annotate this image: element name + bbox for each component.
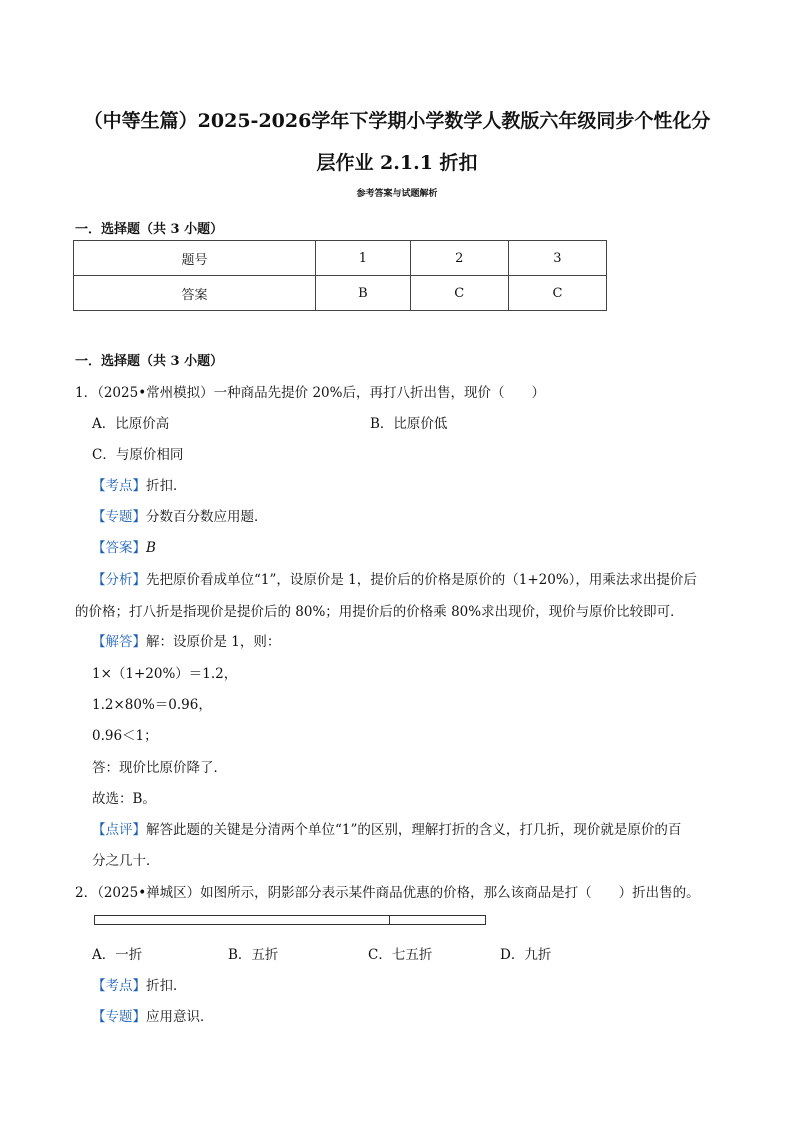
q2-zhuanti bbox=[92, 1005, 214, 1025]
table-cell: 3 bbox=[508, 241, 606, 276]
zhuanti-tag: 【专题】 bbox=[92, 1009, 146, 1025]
kaodian-text: 折扣． bbox=[146, 978, 187, 994]
table-cell: 答案 bbox=[74, 276, 316, 311]
q1-fenxi-line-1 bbox=[92, 568, 697, 588]
q1-stem: 1．（2025•常州模拟）一种商品先提价 20%后，再打八折出售，现价（ ） bbox=[75, 385, 545, 401]
table-cell: C bbox=[410, 276, 508, 311]
fenxi-tag: 【分析】 bbox=[92, 572, 146, 588]
table-row bbox=[74, 241, 607, 276]
q1-kaodian bbox=[92, 474, 187, 494]
section-heading-solutions: 一．选择题（共 3 小题） bbox=[75, 354, 224, 369]
q1-choose: 故选：B。 bbox=[92, 791, 156, 807]
table-row bbox=[74, 276, 607, 311]
table-cell: B bbox=[316, 276, 411, 311]
discount-bar-figure bbox=[94, 915, 486, 925]
zhuanti-tag: 【专题】 bbox=[92, 509, 146, 525]
q1-dianping-line-1 bbox=[92, 818, 681, 838]
table-cell: C bbox=[508, 276, 606, 311]
q1-calc-1: 1×（1+20%）＝1.2， bbox=[92, 666, 238, 682]
bar-divider bbox=[389, 916, 390, 924]
document-subtitle: 参考答案与试题解析 bbox=[356, 189, 438, 199]
q1-jieda bbox=[92, 630, 280, 650]
daan-text: B bbox=[146, 540, 156, 556]
fenxi-text: 先把原价看成单位“1”，设原价是 1，提价后的价格是原价的（1+20%），用乘法求出提价后 bbox=[146, 572, 697, 588]
title-line-2: 层作业 2.1.1 折扣 bbox=[316, 152, 478, 174]
answer-table bbox=[73, 240, 607, 311]
kaodian-tag: 【考点】 bbox=[92, 978, 146, 994]
document-title bbox=[60, 100, 734, 184]
q1-option-a: A．比原价高 bbox=[92, 416, 170, 432]
q1-answer: 答：现价比原价降了． bbox=[92, 760, 227, 776]
jieda-tag: 【解答】 bbox=[92, 634, 146, 650]
q2-stem: 2．（2025•禅城区）如图所示，阴影部分表示某件商品优惠的价格，那么该商品是打（ ）折出售的。 bbox=[75, 885, 700, 901]
jieda-text: 解：设原价是 1，则： bbox=[146, 634, 281, 650]
daan-tag: 【答案】 bbox=[92, 540, 146, 556]
q1-option-c: C．与原价相同 bbox=[92, 447, 184, 463]
q1-zhuanti bbox=[92, 505, 268, 525]
q2-option-b: B．五折 bbox=[228, 947, 279, 963]
dianping-text: 解答此题的关键是分清两个单位“1”的区别，理解打折的含义，打几折，现价就是原价的百 bbox=[146, 822, 682, 838]
q2-option-a: A．一折 bbox=[92, 947, 143, 963]
dianping-tag: 【点评】 bbox=[92, 822, 146, 838]
kaodian-text: 折扣． bbox=[146, 478, 187, 494]
q1-dianping-line-2: 分之几十． bbox=[92, 853, 160, 869]
zhuanti-text: 应用意识． bbox=[146, 1009, 214, 1025]
q1-calc-3: 0.96＜1； bbox=[92, 728, 158, 744]
kaodian-tag: 【考点】 bbox=[92, 478, 146, 494]
q1-daan bbox=[92, 536, 156, 556]
zhuanti-text: 分数百分数应用题． bbox=[146, 509, 268, 525]
q1-fenxi-line-2: 的价格；打八折是指现价是提价后的 80%；用提价后的价格乘 80%求出现价，现价与原价比较即可． bbox=[75, 604, 684, 620]
q2-kaodian bbox=[92, 974, 187, 994]
section-heading-answers: 一．选择题（共 3 小题） bbox=[75, 222, 224, 237]
table-cell: 题号 bbox=[74, 241, 316, 276]
table-cell: 2 bbox=[410, 241, 508, 276]
q2-option-d: D．九折 bbox=[500, 947, 552, 963]
q1-option-b: B．比原价低 bbox=[370, 416, 448, 432]
title-line-1: （中等生篇）2025-2026学年下学期小学数学人教版六年级同步个性化分 bbox=[83, 110, 711, 132]
table-cell: 1 bbox=[316, 241, 411, 276]
q2-option-c: C．七五折 bbox=[368, 947, 433, 963]
q1-calc-2: 1.2×80%＝0.96， bbox=[92, 697, 212, 713]
